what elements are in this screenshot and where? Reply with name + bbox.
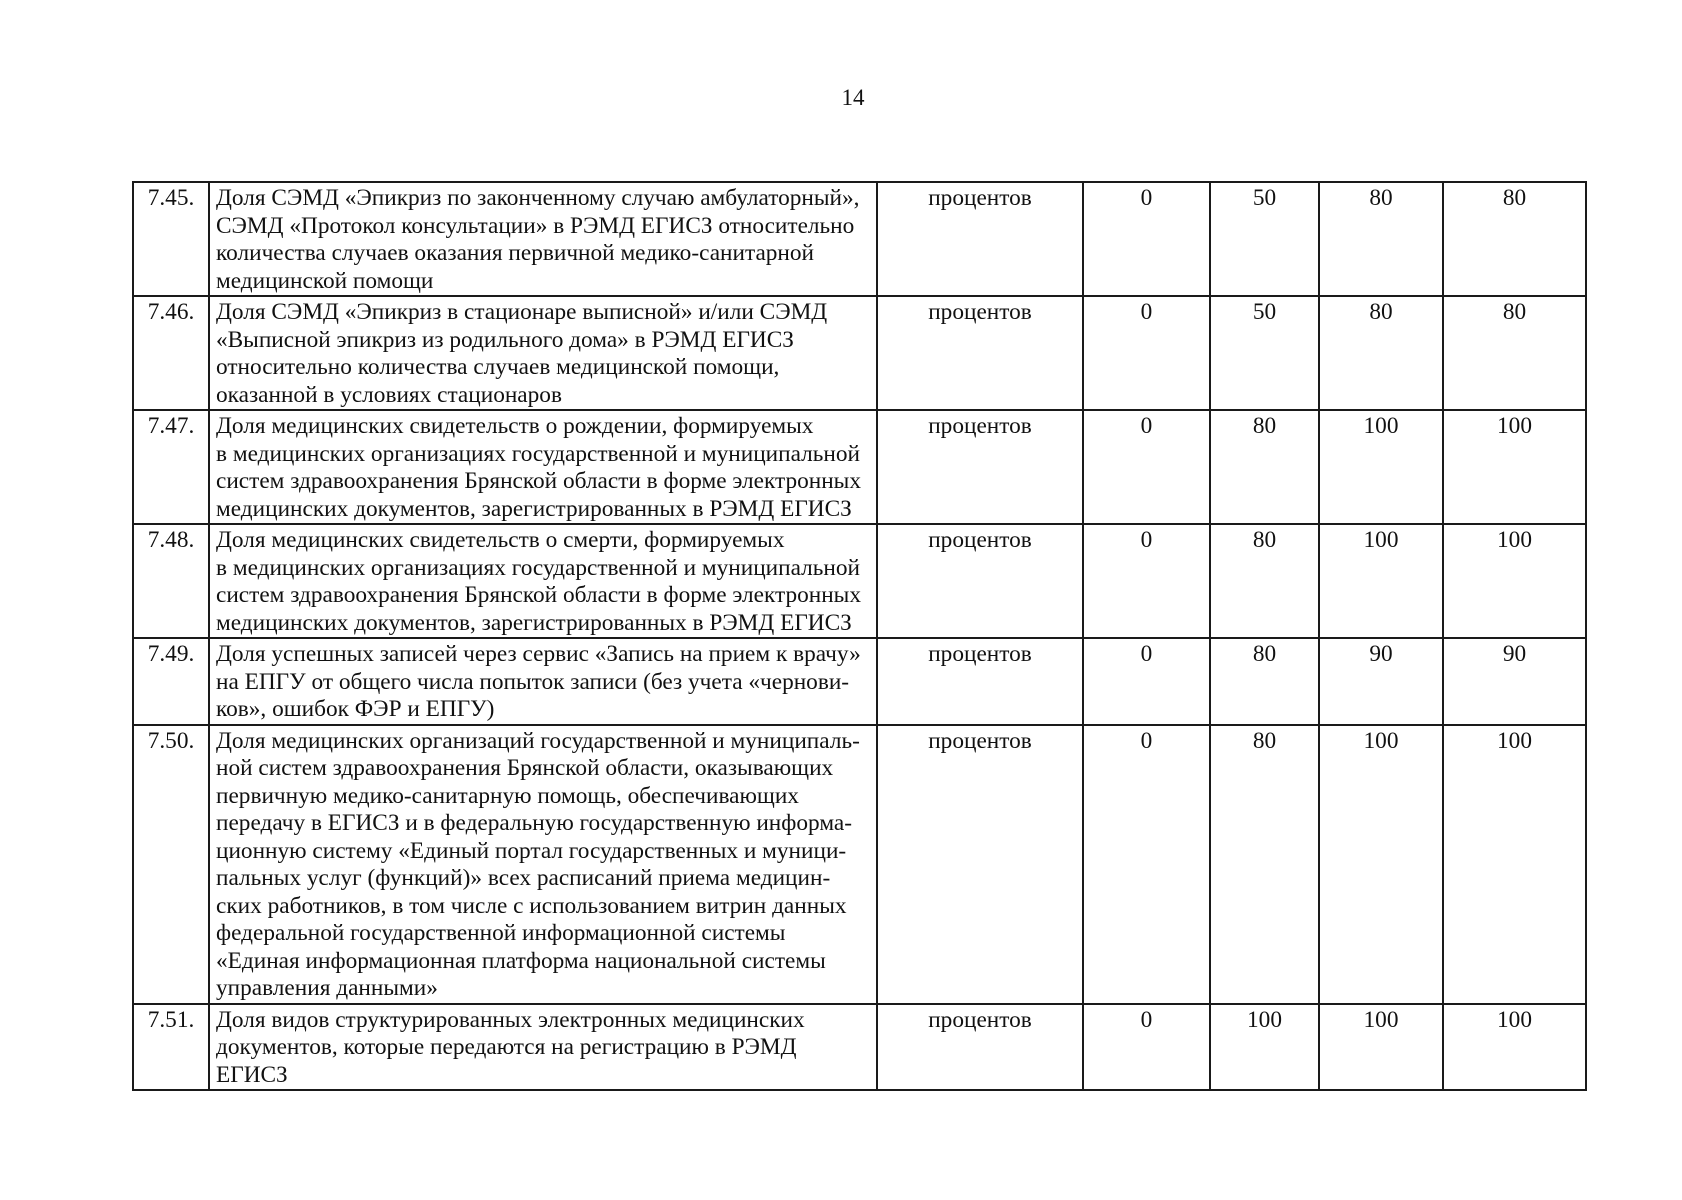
unit-cell: процентов [877, 1004, 1083, 1091]
value-cell-1: 0 [1083, 410, 1210, 524]
row-number: 7.51. [133, 1004, 209, 1091]
description-line: ной систем здравоохранения Брянской области, оказывающих [216, 755, 834, 781]
unit-cell: процентов [877, 410, 1083, 524]
description-line: СЭМД «Протокол консультации» в РЭМД ЕГИСЗ относительно [216, 212, 855, 239]
description-line: ских работников, в том числе с использованием витрин данных [216, 892, 847, 919]
indicator-description [209, 1004, 877, 1091]
value-cell-3: 100 [1319, 1004, 1443, 1091]
description-line: первичную медико-санитарную помощь, обеспечивающих [216, 782, 799, 809]
unit-cell: процентов [877, 638, 1083, 725]
indicator-description [209, 410, 877, 524]
value-cell-4: 80 [1443, 296, 1586, 410]
description-line: в медицинских организациях государственной и муниципальной [216, 554, 860, 581]
description-line: оказанной в условиях стационаров [216, 381, 562, 408]
value-cell-4: 100 [1443, 725, 1586, 1004]
description-line: пальных услуг (функций)» всех расписаний приема медицин- [216, 865, 831, 891]
description-line: документов, которые передаются на регистрацию в РЭМД [216, 1034, 797, 1060]
unit-cell: процентов [877, 182, 1083, 296]
description-line: управления данными» [216, 975, 438, 1001]
table-row [133, 638, 1586, 725]
description-line: Доля медицинских свидетельств о смерти, формируемых [216, 527, 785, 553]
description-line: Доля медицинских организаций государственной и муниципаль- [216, 727, 860, 754]
value-cell-3: 80 [1319, 182, 1443, 296]
indicator-description [209, 638, 877, 725]
description-line: «Единая информационная платформа национальной системы [216, 947, 826, 974]
unit-cell: процентов [877, 296, 1083, 410]
value-cell-1: 0 [1083, 296, 1210, 410]
value-cell-2: 80 [1210, 638, 1319, 725]
row-number: 7.46. [133, 296, 209, 410]
value-cell-1: 0 [1083, 182, 1210, 296]
row-number: 7.45. [133, 182, 209, 296]
description-line: систем здравоохранения Брянской области в форме электронных [216, 468, 861, 494]
indicator-description [209, 296, 877, 410]
value-cell-3: 100 [1319, 410, 1443, 524]
row-number: 7.48. [133, 524, 209, 638]
row-number: 7.50. [133, 725, 209, 1004]
description-line: ЕГИСЗ [216, 1061, 288, 1088]
description-line: Доля медицинских свидетельств о рождении, формируемых [216, 413, 814, 439]
description-line: ков», ошибок ФЭР и ЕПГУ) [216, 696, 495, 722]
unit-cell: процентов [877, 524, 1083, 638]
indicator-description [209, 182, 877, 296]
description-line: медицинской помощи [216, 267, 434, 294]
table-row [133, 296, 1586, 410]
unit-cell: процентов [877, 725, 1083, 1004]
value-cell-2: 100 [1210, 1004, 1319, 1091]
value-cell-4: 90 [1443, 638, 1586, 725]
table-body [133, 182, 1586, 1090]
description-line: медицинских документов, зарегистрированных в РЭМД ЕГИСЗ [216, 495, 852, 522]
value-cell-2: 80 [1210, 410, 1319, 524]
description-line: Доля СЭМД «Эпикриз по законченному случаю амбулаторный», [216, 185, 860, 211]
value-cell-1: 0 [1083, 524, 1210, 638]
description-line: Доля успешных записей через сервис «Запись на прием к врачу» [216, 641, 861, 667]
description-line: федеральной государственной информационной системы [216, 920, 786, 946]
description-line: в медицинских организациях государственной и муниципальной [216, 440, 860, 467]
description-line: количества случаев оказания первичной медико-санитарной [216, 240, 815, 266]
description-line: Доля СЭМД «Эпикриз в стационаре выписной» и/или СЭМД [216, 299, 828, 325]
value-cell-4: 100 [1443, 1004, 1586, 1091]
description-line: на ЕПГУ от общего числа попыток записи (без учета «чернови- [216, 668, 850, 695]
indicator-description [209, 524, 877, 638]
row-number: 7.47. [133, 410, 209, 524]
indicator-description [209, 725, 877, 1004]
value-cell-3: 90 [1319, 638, 1443, 725]
value-cell-2: 50 [1210, 296, 1319, 410]
value-cell-1: 0 [1083, 1004, 1210, 1091]
indicators-table [132, 181, 1587, 1091]
table-row [133, 182, 1586, 296]
value-cell-2: 80 [1210, 524, 1319, 638]
value-cell-4: 80 [1443, 182, 1586, 296]
table-row [133, 725, 1586, 1004]
value-cell-4: 100 [1443, 410, 1586, 524]
description-line: «Выписной эпикриз из родильного дома» в РЭМД ЕГИСЗ [216, 326, 794, 353]
description-line: медицинских документов, зарегистрированных в РЭМД ЕГИСЗ [216, 609, 852, 636]
description-line: относительно количества случаев медицинской помощи, [216, 354, 780, 380]
table-row [133, 524, 1586, 638]
value-cell-3: 100 [1319, 725, 1443, 1004]
value-cell-4: 100 [1443, 524, 1586, 638]
value-cell-3: 100 [1319, 524, 1443, 638]
value-cell-1: 0 [1083, 638, 1210, 725]
table-row [133, 1004, 1586, 1091]
table-row [133, 410, 1586, 524]
row-number: 7.49. [133, 638, 209, 725]
description-line: ционную систему «Единый портал государственных и муници- [216, 837, 847, 864]
value-cell-3: 80 [1319, 296, 1443, 410]
description-line: Доля видов структурированных электронных медицинских [216, 1006, 805, 1033]
description-line: систем здравоохранения Брянской области в форме электронных [216, 582, 861, 608]
page-number: 14 [841, 85, 865, 110]
value-cell-1: 0 [1083, 725, 1210, 1004]
value-cell-2: 80 [1210, 725, 1319, 1004]
description-line: передачу в ЕГИСЗ и в федеральную государственную информа- [216, 810, 852, 836]
value-cell-2: 50 [1210, 182, 1319, 296]
